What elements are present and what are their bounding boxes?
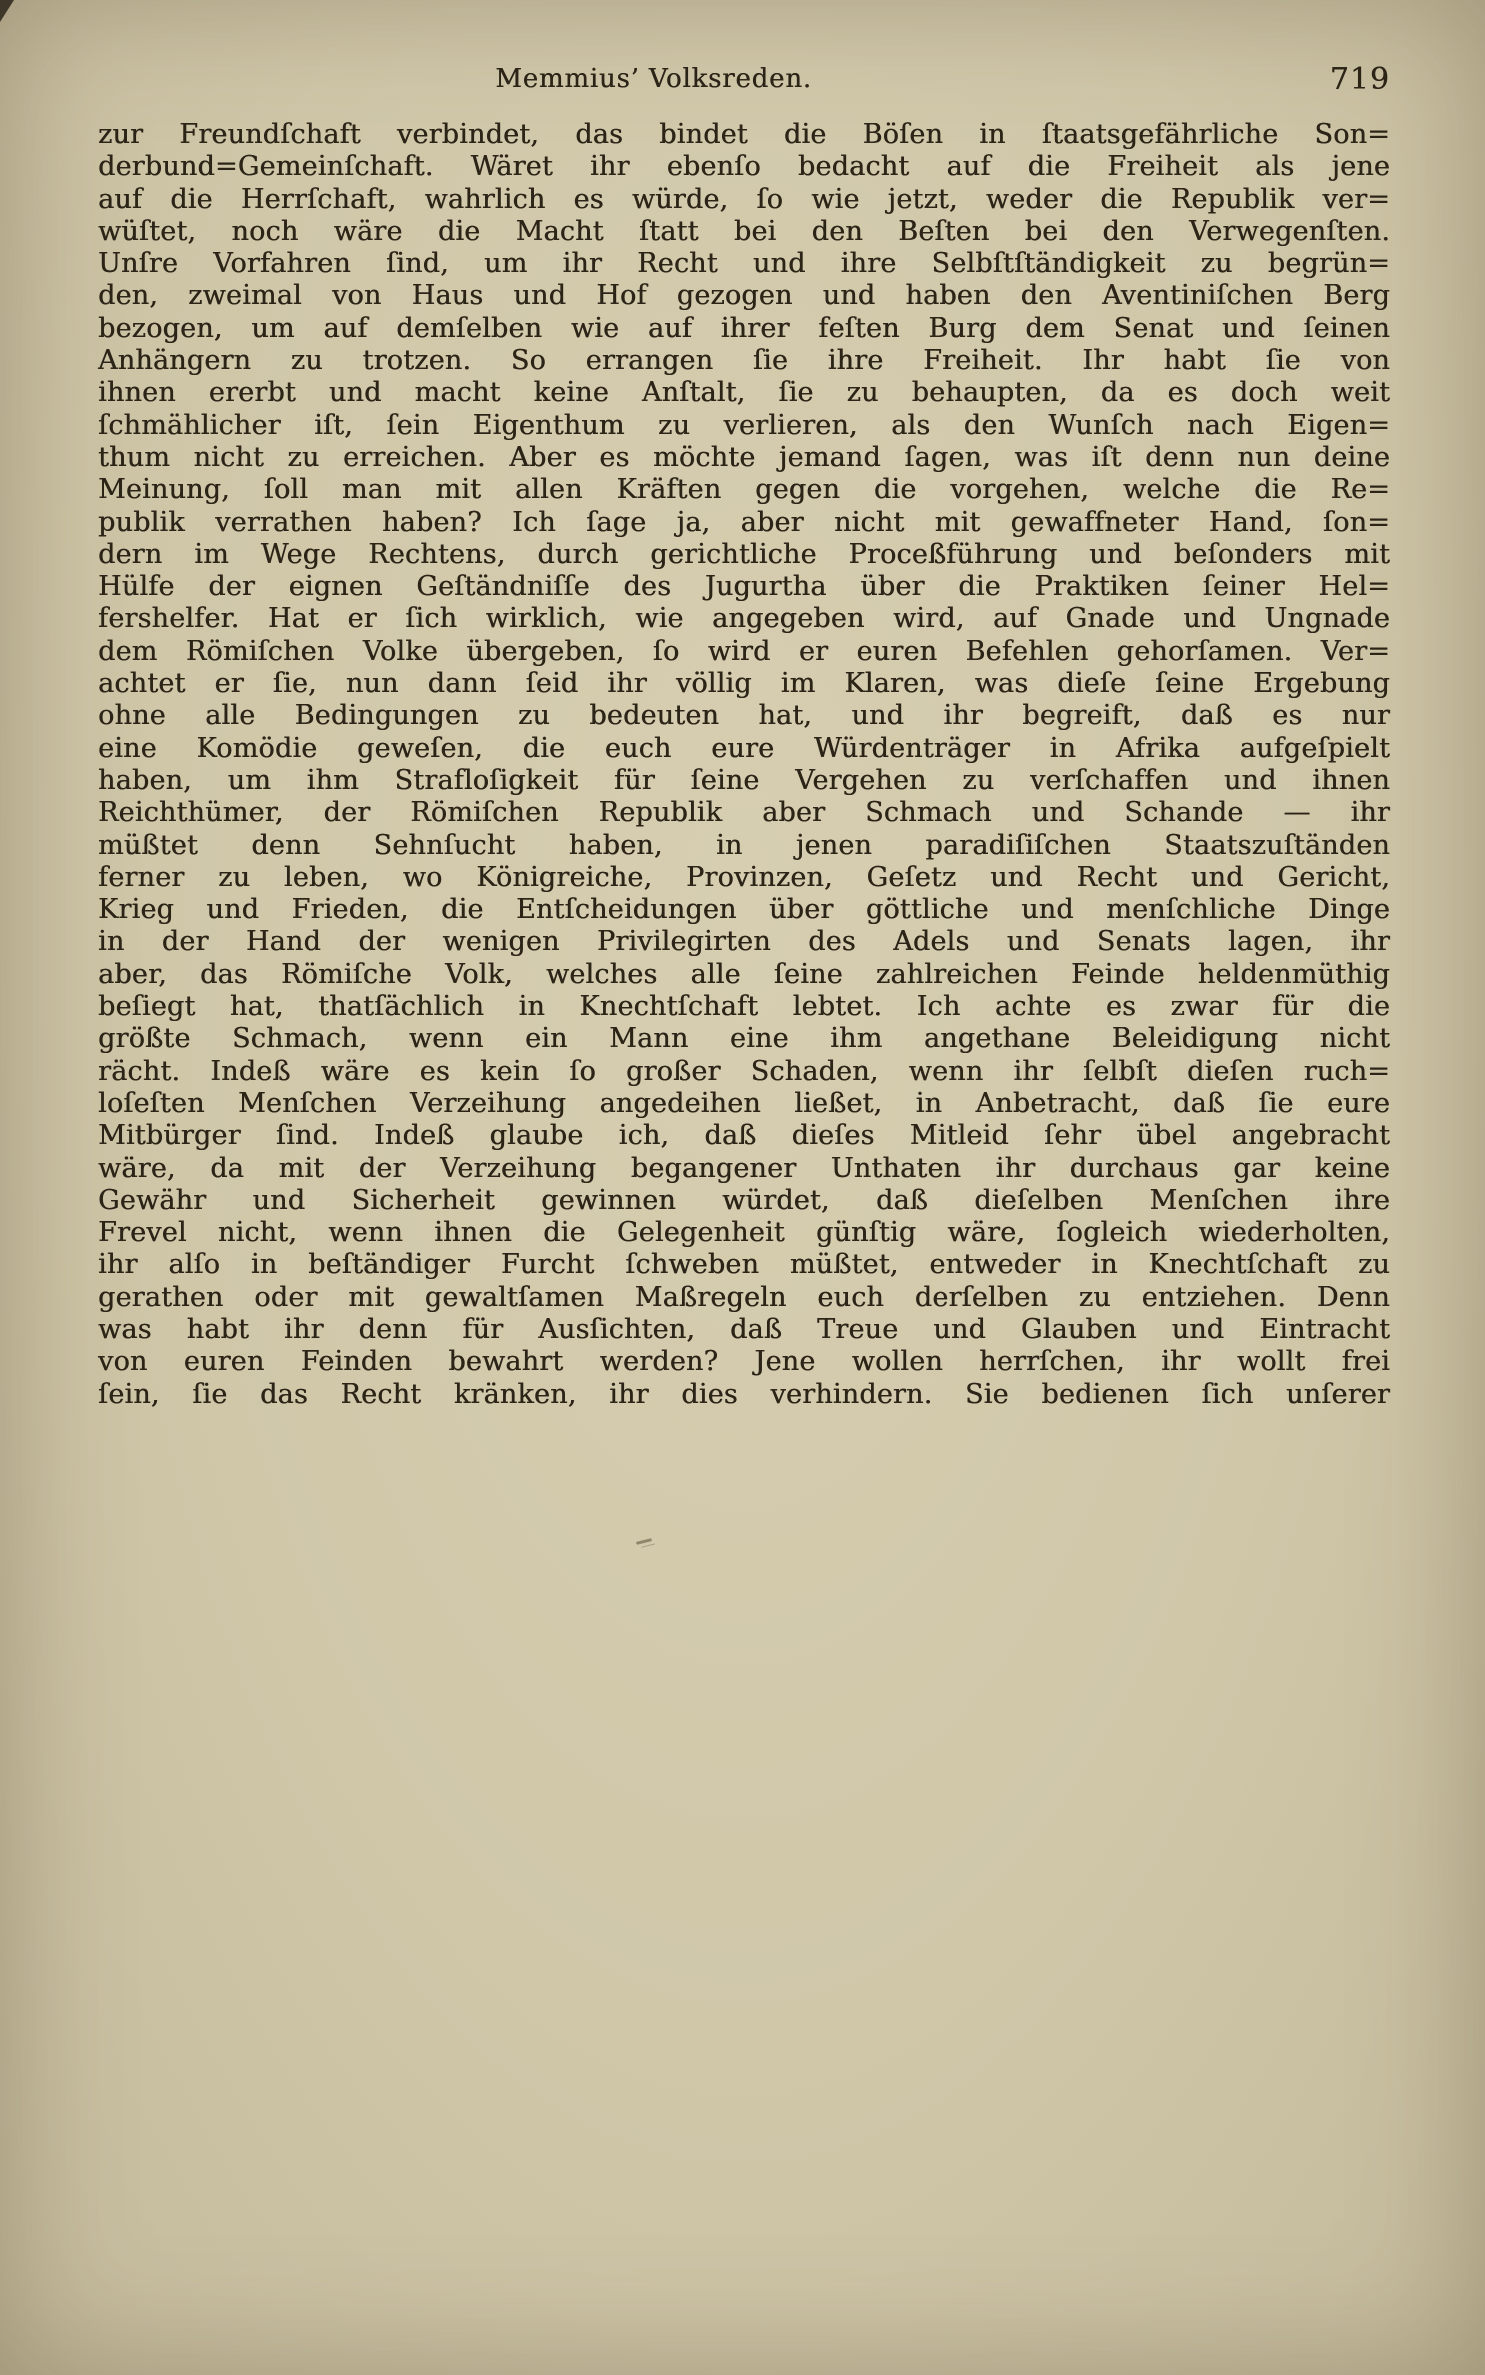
text-line: dem Römiſchen Volke übergeben, ſo wird er euren Befehlen gehorſamen. Ver= — [98, 635, 1390, 667]
text-line: müßtet denn Sehnſucht haben, in jenen paradiſiſchen Staatszuſtänden — [98, 829, 1390, 861]
text-line: ferner zu leben, wo Königreiche, Provinzen, Geſetz und Recht und Gericht, — [98, 861, 1390, 893]
text-line: Hülfe der eignen Geſtändniſſe des Jugurtha über die Praktiken ſeiner Hel= — [98, 571, 1390, 603]
text-line: in der Hand der wenigen Privilegirten des Adels und Senats lagen, ihr — [98, 926, 1390, 958]
text-line: größte Schmach, wenn ein Mann eine ihm angethane Beleidigung nicht — [98, 1023, 1390, 1055]
page-header — [98, 64, 1390, 100]
text-line: rächt. Indeß wäre es kein ſo großer Schaden, wenn ihr ſelbſt dieſen ruch= — [98, 1055, 1390, 1087]
text-line: dern im Wege Rechtens, durch gerichtliche Proceßführung und beſonders mit — [98, 538, 1390, 570]
text-line: ihr alſo in beſtändiger Furcht ſchweben müßtet, entweder in Knechtſchaft zu — [98, 1249, 1390, 1281]
text-line: Meinung, ſoll man mit allen Kräften gegen die vorgehen, welche die Re= — [98, 474, 1390, 506]
running-title: Memmius’ Volksreden. — [495, 64, 812, 94]
text-line: loſeſten Menſchen Verzeihung angedeihen ließet, in Anbetracht, daß ſie eure — [98, 1087, 1390, 1119]
text-line: wäre, da mit der Verzeihung begangener Unthaten ihr durchaus gar keine — [98, 1152, 1390, 1184]
text-line: von euren Feinden bewahrt werden? Jene wollen herrſchen, ihr wollt frei — [98, 1346, 1390, 1378]
text-line: was habt ihr denn für Ausſichten, daß Treue und Glauben und Eintracht — [98, 1313, 1390, 1345]
text-line: bezogen, um auf demſelben wie auf ihrer feſten Burg dem Senat und ſeinen — [98, 312, 1390, 344]
text-line: gerathen oder mit gewaltſamen Maßregeln euch derſelben zu entziehen. Denn — [98, 1281, 1390, 1313]
text-line: fershelfer. Hat er ſich wirklich, wie angegeben wird, auf Gnade und Ungnade — [98, 603, 1390, 635]
text-line: ſchmählicher iſt, ſein Eigenthum zu verlieren, als den Wunſch nach Eigen= — [98, 409, 1390, 441]
text-line: Unſre Vorfahren ſind, um ihr Recht und ihre Selbſtſtändigkeit zu begrün= — [98, 248, 1390, 280]
page-number: 719 — [1329, 62, 1390, 97]
text-line: den, zweimal von Haus und Hof gezogen und haben den Aventiniſchen Berg — [98, 280, 1390, 312]
text-line: thum nicht zu erreichen. Aber es möchte jemand ſagen, was iſt denn nun deine — [98, 441, 1390, 473]
text-line: eine Komödie geweſen, die euch eure Würdenträger in Afrika aufgeſpielt — [98, 732, 1390, 764]
text-line: auf die Herrſchaft, wahrlich es würde, ſo wie jetzt, weder die Republik ver= — [98, 183, 1390, 215]
text-line: Krieg und Frieden, die Entſcheidungen über göttliche und menſchliche Dinge — [98, 894, 1390, 926]
text-line: aber, das Römiſche Volk, welches alle ſeine zahlreichen Feinde heldenmüthig — [98, 958, 1390, 990]
text-line: haben, um ihm Strafloſigkeit für ſeine Vergehen zu verſchaffen und ihnen — [98, 764, 1390, 796]
text-line: ſein, ſie das Recht kränken, ihr dies verhindern. Sie bedienen ſich unſerer — [98, 1378, 1390, 1410]
text-line: zur Freundſchaft verbindet, das bindet die Böſen in ſtaatsgefährliche Son= — [98, 119, 1390, 150]
text-line: Mitbürger ſind. Indeß glaube ich, daß dieſes Mitleid ſehr übel angebracht — [98, 1120, 1390, 1152]
text-line: wüſtet, noch wäre die Macht ſtatt bei den Beſten bei den Verwegenſten. — [98, 215, 1390, 247]
text-line: beſiegt hat, thatſächlich in Knechtſchaft lebtet. Ich achte es zwar für die — [98, 991, 1390, 1023]
body-text — [98, 119, 1390, 1411]
text-line: Gewähr und Sicherheit gewinnen würdet, daß dieſelben Menſchen ihre — [98, 1184, 1390, 1216]
text-line: Anhängern zu trotzen. So errangen ſie ihre Freiheit. Ihr habt ſie von — [98, 345, 1390, 377]
ink-smudge — [636, 1538, 652, 1545]
text-line: ihnen ererbt und macht keine Anſtalt, ſie zu behaupten, da es doch weit — [98, 377, 1390, 409]
text-line: ohne alle Bedingungen zu bedeuten hat, und ihr begreift, daß es nur — [98, 700, 1390, 732]
text-line: Frevel nicht, wenn ihnen die Gelegenheit günſtig wäre, ſogleich wiederholten, — [98, 1217, 1390, 1249]
text-line: Reichthümer, der Römiſchen Republik aber Schmach und Schande — ihr — [98, 797, 1390, 829]
text-line: achtet er ſie, nun dann ſeid ihr völlig im Klaren, was dieſe ſeine Ergebung — [98, 668, 1390, 700]
scan-edge-artifact — [0, 0, 14, 22]
text-line: publik verrathen haben? Ich ſage ja, aber nicht mit gewaffneter Hand, ſon= — [98, 506, 1390, 538]
text-line: derbund=Gemeinſchaft. Wäret ihr ebenſo bedacht auf die Freiheit als jene — [98, 151, 1390, 183]
